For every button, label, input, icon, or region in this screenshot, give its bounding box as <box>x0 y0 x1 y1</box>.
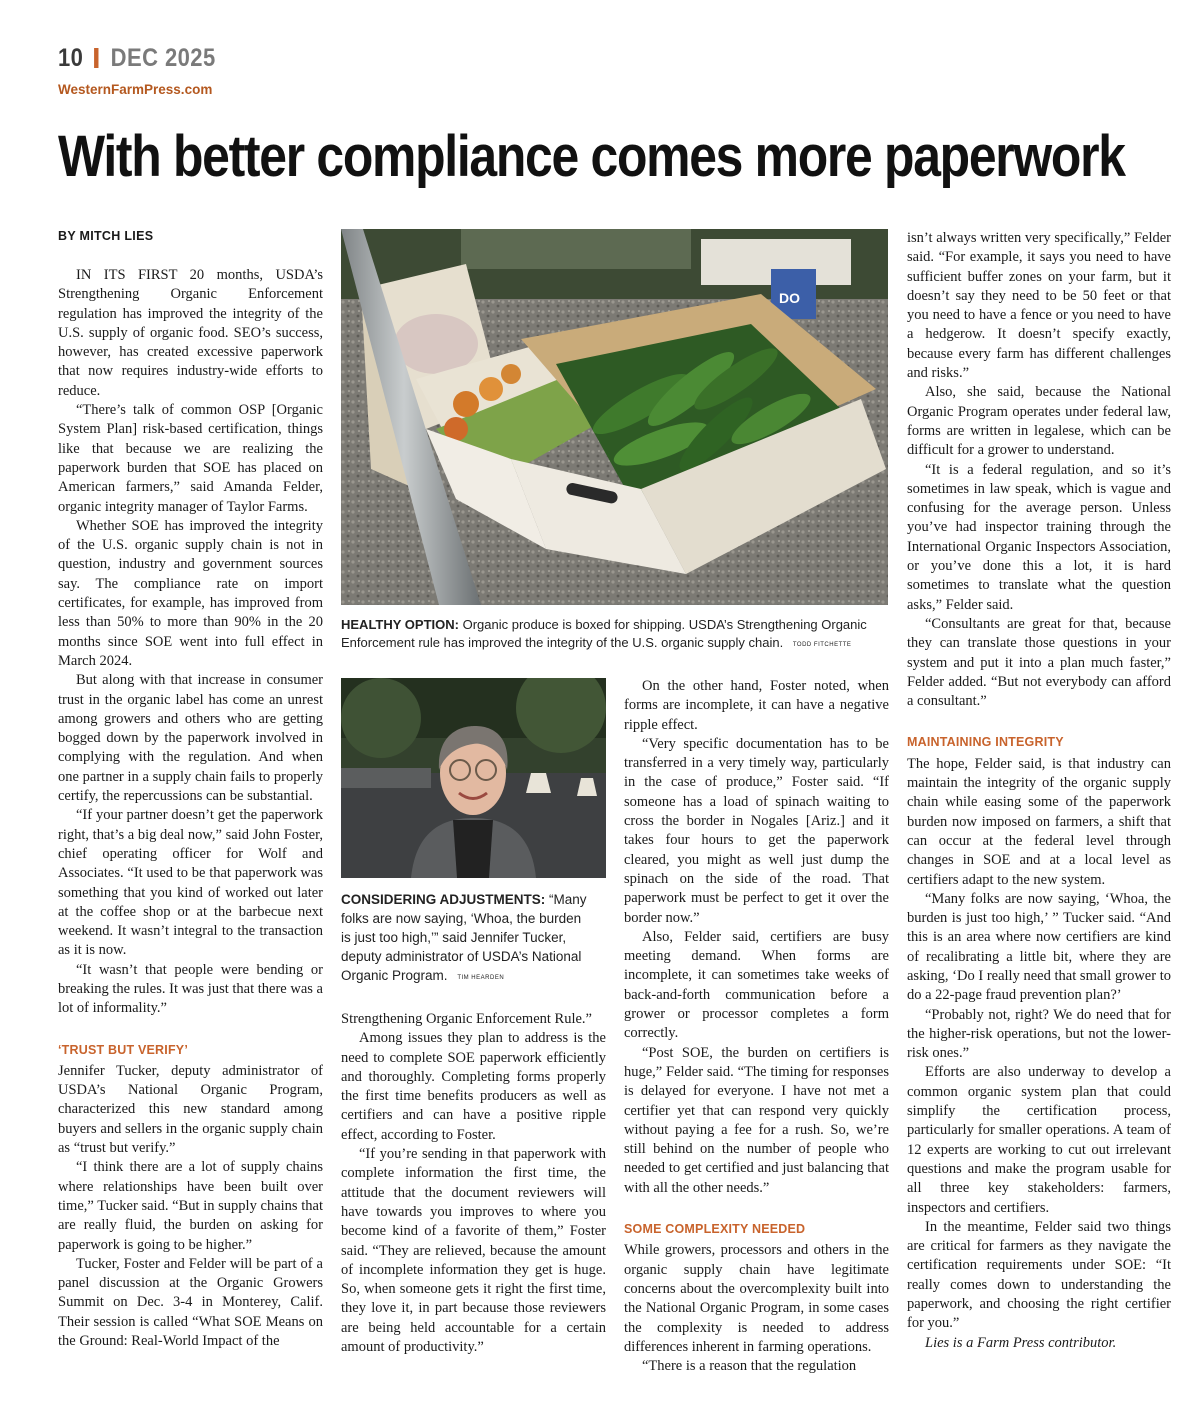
paragraph: While growers, processors and others in the organic supply chain have legitimate concerns about the overcomplexity built into the National Organic Program, in some cases the complexity is needed to address differences inherent in farming operations. <box>624 1242 889 1355</box>
column-1 <box>58 266 323 1351</box>
paragraph: But along with that increase in consumer trust in the organic label has come an unrest among growers and others who are getting bogged down by the paperwork involved in complying with the regulation. And when one partner in a supply chain fails to properly certify, the repercussions can be substantial. <box>58 672 323 805</box>
paragraph: The hope, Felder said, is that industry can maintain the integrity of the organic supply chain while easing some of the paperwork burden now imposed on farmers, a shift that can occur at the federal level through changes in SOE and at a local level as certifiers adapt to the new system. <box>907 755 1171 888</box>
byline: BY MITCH LIES <box>58 229 154 243</box>
author-signoff: Lies is a Farm Press contributor. <box>925 1334 1117 1351</box>
paragraph: “I think there are a lot of supply chains where relationships have been built over time,” Tucker said. “But in supply chains that are really fluid, the burden on asking for paperwork is going to be higher.” <box>58 1159 323 1253</box>
paragraph: Strengthening Organic Enforcement Rule.” <box>341 1011 592 1027</box>
paragraph: Whether SOE has improved the integrity of the U.S. organic supply chain is not in question, industry and government sources say. The compliance rate on import certificates, for example, has improved from less than 50% to more than 90% in the 20 months since SOE went into full effect in March 2024. <box>58 517 323 669</box>
paragraph: Tucker, Foster and Felder will be part of a panel discussion at the Organic Growers Summit on Dec. 3-4 in Monterey, Calif. Their session is called “What SOE Means on the Ground: Real-World Impact of the <box>58 1255 323 1350</box>
issue-date: DEC 2025 <box>110 44 216 72</box>
produce-boxes-image <box>341 229 888 605</box>
headline: With better compliance comes more paperwork <box>58 124 1125 189</box>
portrait-caption <box>341 890 591 988</box>
paragraph: On the other hand, Foster noted, when forms are incomplete, it can have a negative ripple effect. <box>624 678 889 733</box>
page-number: 10 <box>58 44 84 72</box>
paragraph: Efforts are also underway to develop a common organic system plan that could simplify the certification process, particularly for smaller operations. A team of 12 experts are working to cut out irrelevant questions and make the program usable for all three key stakeholders: farmers, inspectors and certifiers. <box>907 1064 1171 1216</box>
photo-credit: TODD FITCHETTE <box>792 642 852 648</box>
paragraph: “There’s talk of common OSP [Organic System Plan] risk-based certification, things like that because we are realizing the paperwork burden that SOE has placed on American farmers,” said Amanda Felder, organic integrity manager of Taylor Farms. <box>58 402 323 515</box>
paragraph: Jennifer Tucker, deputy administrator of USDA’s National Organic Program, characterized this new standard among buyers and sellers in the organic supply chain as “trust but verify.” <box>58 1062 323 1157</box>
paragraph: isn’t always written very specifically,” Felder said. “For example, it says you need to have sufficient buffer zones on your farm, but it doesn’t say they need to be 50 feet or that you need to have a fence or you need to have a hedgerow. It doesn’t specify exactly, because every farm has different challenges and risks.” <box>907 230 1171 382</box>
paragraph: IN ITS FIRST 20 months, USDA’s Strengthening Organic Enforcement regulation has improved the integrity of the U.S. supply of organic food. SEO’s success, however, has created excessive paperwork that now requires industry-wide efforts to reduce. <box>58 267 323 399</box>
produce-caption <box>341 616 888 654</box>
column-3 <box>624 677 889 1376</box>
photo-credit: TIM HEARDEN <box>457 975 505 981</box>
paragraph: “If you’re sending in that paperwork with complete information the first time, the attitude that the document reviewers will have towards you improves to where you become kind of a favorite of them,” Foster said. “They are relieved, because the amount of incomplete information they get is huge. So, when someone gets it right the first time, they love it, in part because those reviewers are being held accountable for a certain amount of productivity.” <box>341 1146 606 1356</box>
caption-text: Organic produce is boxed for shipping. USDA’s Strengthening Organic Enforcement rule has improved the integrity of the U.S. organic supply chain. <box>341 617 867 650</box>
paragraph: “Very specific documentation has to be transferred in a very timely way, particularly in the case of produce,” Foster said. “If someone has a load of spinach waiting to cross the border in Nogales [Ariz.] and it takes four hours to get the paperwork cleared, you might as well just dump the spinach on the side of the road. That paperwork must be perfect to get it over the border now.” <box>624 735 889 926</box>
paragraph: “There is a reason that the regulation <box>642 1358 857 1375</box>
paragraph: “Post SOE, the burden on certifiers is huge,” Felder said. “The timing for responses is delayed for everyone. I have not met a certifier yet that can respond very quickly without paying a fee for a rush. So, we’re still behind on the number of people who needed to get certified and just balancing that with all the other needs.” <box>624 1044 889 1196</box>
folio-divider <box>94 48 98 68</box>
caption-label: CONSIDERING ADJUSTMENTS: <box>341 892 546 907</box>
page-folio <box>58 44 216 73</box>
paragraph: “Many folks are now saying, ‘Whoa, the burden is just too high,’ ” Tucker said. “And this is an area where now certifiers are kind of recalibrating a little bit, where they are asking, ‘Do I really need that small grower to do a 22-page fraud prevention plan?’ <box>907 890 1171 1004</box>
caption-label: HEALTHY OPTION: <box>341 617 459 632</box>
caption-text: “Many folks are now saying, ‘Whoa, the burden is just too high,’” said Jennifer Tucker, deputy administrator of USDA’s National Organic Program. <box>341 892 587 983</box>
paragraph: Also, Felder said, certifiers are busy meeting demand. When forms are incomplete, it can sometimes take weeks of back-and-forth communication before a grower or processor completes a form correctly. <box>624 928 889 1042</box>
subhead-trust-but-verify: ‘TRUST BUT VERIFY’ <box>58 1042 188 1057</box>
box-print-text: DO <box>779 290 800 306</box>
paragraph: Also, she said, because the National Organic Program operates under federal law, forms are written in legalese, which can be difficult for a grower to understand. <box>907 384 1171 459</box>
paragraph: “It is a federal regulation, and so it’s sometimes in law speak, which is vague and confusing for the average person. Unless you’ve had inspector training through the International Organic Inspectors Association, or you’ve done this a lot, it is hard sometimes to translate what the question asks,” Felder said. <box>907 461 1171 613</box>
paragraph: Among issues they plan to address is the need to complete SOE paperwork efficiently and thoroughly. Completing forms properly the first time benefits producers as well as certifiers and can have a positive ripple effect, according to Foster. <box>341 1030 606 1143</box>
paragraph: “If your partner doesn’t get the paperwork right, that’s a big deal now,” said John Foster, chief operating officer for Wolf and Associates. “It used to be that paperwork was something that you kind of worked out later at the coffee shop or at the barbecue next weekend. It wasn’t integral to the transaction as it is now. <box>58 807 323 959</box>
produce-photo <box>341 229 888 605</box>
paragraph: “Consultants are great for that, because they can translate those questions in your system and put it into a plan much faster,” Felder added. “But not everybody can afford a consultant.” <box>907 615 1171 710</box>
column-2 <box>341 1010 606 1357</box>
paragraph: In the meantime, Felder said two things are critical for farmers as they navigate the certification requirements under SOE: “It really comes down to understanding the paperwork, and choosing the right certifier for you.” <box>907 1218 1171 1332</box>
portrait-image <box>341 678 606 878</box>
subhead-maintaining-integrity: MAINTAINING INTEGRITY <box>907 735 1064 750</box>
paragraph: “Probably not, right? We do need that for the higher-risk operations, but not the lower-risk ones.” <box>907 1006 1171 1062</box>
site-link[interactable]: WesternFarmPress.com <box>58 82 213 97</box>
paragraph: “It wasn’t that people were bending or breaking the rules. It was just that there was a lot of informality.” <box>58 961 323 1017</box>
subhead-some-complexity-needed: SOME COMPLEXITY NEEDED <box>624 1222 806 1237</box>
column-4 <box>907 229 1171 1353</box>
portrait-photo <box>341 678 606 878</box>
